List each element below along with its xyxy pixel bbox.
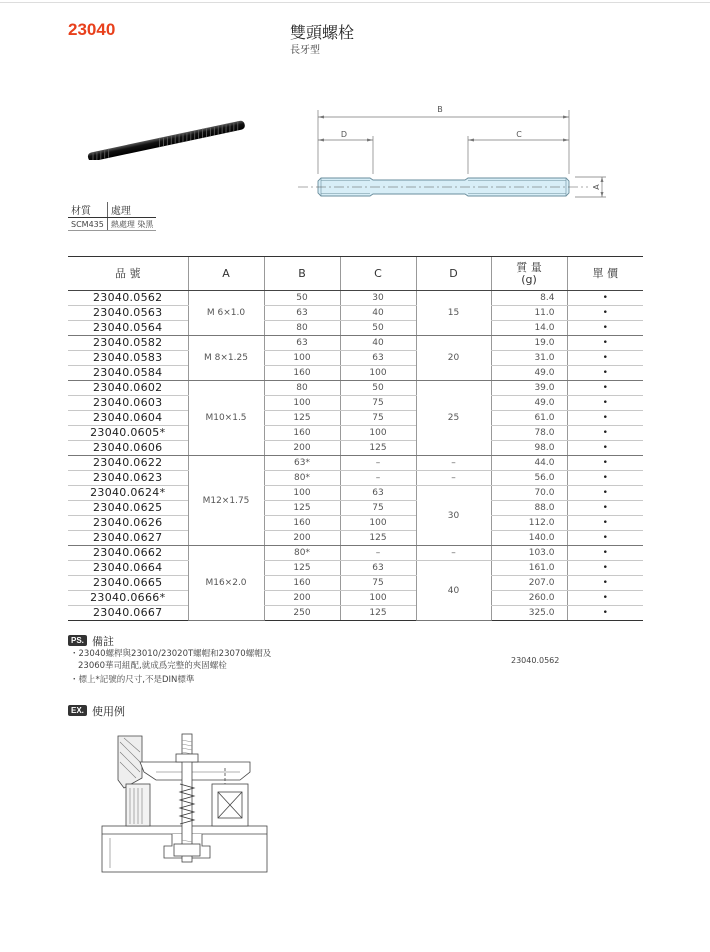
usage-example-drawing [100, 728, 270, 873]
price-value: • [567, 321, 643, 336]
dimension-drawing [290, 100, 620, 210]
table-row [68, 351, 643, 366]
b-value: 63 [264, 306, 340, 321]
mass-value: 207.0 [491, 576, 567, 591]
mass-value: 49.0 [491, 366, 567, 381]
note-line-2: 23060華司組配,就成爲完整的夾固螺栓 [78, 661, 227, 671]
price-value: • [567, 516, 643, 531]
mass-value: 8.4 [491, 291, 567, 306]
part-number: 23040.0626 [68, 516, 188, 531]
d-value: 40 [416, 561, 491, 621]
part-number: 23040.0627 [68, 531, 188, 546]
b-value: 200 [264, 441, 340, 456]
c-value: 100 [340, 591, 416, 606]
part-number: 23040.0606 [68, 441, 188, 456]
c-value: – [340, 456, 416, 471]
mass-value: 70.0 [491, 486, 567, 501]
part-number: 23040.0563 [68, 306, 188, 321]
table-row [68, 381, 643, 396]
table-row [68, 441, 643, 456]
ps-section-heading [68, 630, 114, 649]
table-row [68, 291, 643, 306]
c-value: 100 [340, 366, 416, 381]
c-value: 125 [340, 441, 416, 456]
b-value: 200 [264, 591, 340, 606]
dim-label-a: A [592, 184, 601, 190]
table-row [68, 561, 643, 576]
b-value: 160 [264, 576, 340, 591]
stud-bolt-photo [78, 100, 248, 160]
b-value: 160 [264, 366, 340, 381]
b-value: 160 [264, 516, 340, 531]
b-value: 100 [264, 486, 340, 501]
table-row [68, 576, 643, 591]
b-value: 100 [264, 351, 340, 366]
material-value: SCM435 [68, 218, 107, 231]
part-number: 23040.0602 [68, 381, 188, 396]
note-line-1: ・23040螺桿與23010/23020T螺帽和23070螺帽及 [70, 649, 272, 659]
d-value: 20 [416, 336, 491, 381]
b-value: 100 [264, 396, 340, 411]
d-value: – [416, 546, 491, 561]
col-a: A [188, 257, 264, 291]
table-row [68, 606, 643, 621]
col-mass [491, 257, 567, 291]
mass-value: 98.0 [491, 441, 567, 456]
price-value: • [567, 501, 643, 516]
price-value: • [567, 381, 643, 396]
d-value: 15 [416, 291, 491, 336]
b-value: 63 [264, 336, 340, 351]
d-value: 25 [416, 381, 491, 456]
c-value: 40 [340, 306, 416, 321]
b-value: 50 [264, 291, 340, 306]
b-value: 160 [264, 426, 340, 441]
part-number: 23040.0625 [68, 501, 188, 516]
mass-value: 88.0 [491, 501, 567, 516]
price-value: • [567, 591, 643, 606]
price-value: • [567, 411, 643, 426]
col-part: 品 號 [68, 257, 188, 291]
mass-value: 161.0 [491, 561, 567, 576]
part-number: 23040.0624* [68, 486, 188, 501]
b-value: 63* [264, 456, 340, 471]
c-value: 50 [340, 321, 416, 336]
spec-table [68, 256, 643, 621]
mass-value: 61.0 [491, 411, 567, 426]
part-number: 23040.0667 [68, 606, 188, 621]
ex-title: 使用例 [92, 705, 125, 718]
c-value: 75 [340, 576, 416, 591]
mass-value: 14.0 [491, 321, 567, 336]
b-value: 80 [264, 321, 340, 336]
dim-label-c: C [516, 130, 522, 139]
dim-label-b: B [437, 105, 443, 114]
mass-value: 260.0 [491, 591, 567, 606]
part-number: 23040.0622 [68, 456, 188, 471]
price-value: • [567, 486, 643, 501]
d-value: – [416, 456, 491, 471]
price-value: • [567, 351, 643, 366]
note-line-3: ・標上*記號的尺寸,不是DIN標準 [70, 675, 195, 685]
mass-value: 112.0 [491, 516, 567, 531]
col-b: B [264, 257, 340, 291]
price-value: • [567, 471, 643, 486]
price-value: • [567, 336, 643, 351]
c-value: 40 [340, 336, 416, 351]
b-value: 80* [264, 471, 340, 486]
part-number: 23040.0583 [68, 351, 188, 366]
mass-value: 325.0 [491, 606, 567, 621]
table-row [68, 456, 643, 471]
top-rule [0, 2, 710, 3]
material-header: 材質 [68, 202, 107, 218]
c-value: – [340, 546, 416, 561]
part-number: 23040.0603 [68, 396, 188, 411]
mass-value: 49.0 [491, 396, 567, 411]
table-row [68, 471, 643, 486]
thread-size: M16×2.0 [188, 546, 264, 621]
c-value: 63 [340, 486, 416, 501]
price-value: • [567, 576, 643, 591]
table-row [68, 306, 643, 321]
dim-label-d: D [340, 130, 348, 139]
part-number: 23040.0562 [68, 291, 188, 306]
b-value: 200 [264, 531, 340, 546]
mass-value: 56.0 [491, 471, 567, 486]
table-row [68, 501, 643, 516]
mass-value: 140.0 [491, 531, 567, 546]
part-number: 23040.0584 [68, 366, 188, 381]
mass-value: 11.0 [491, 306, 567, 321]
part-number: 23040.0666* [68, 591, 188, 606]
c-value: 100 [340, 426, 416, 441]
d-value: – [416, 471, 491, 486]
table-header-row [68, 257, 643, 291]
ps-title: 備註 [92, 635, 114, 648]
d-value: 30 [416, 486, 491, 546]
table-row [68, 486, 643, 501]
table-row [68, 546, 643, 561]
page-subtitle: 長牙型 [290, 45, 320, 56]
price-value: • [567, 606, 643, 621]
price-value: • [567, 531, 643, 546]
price-value: • [567, 306, 643, 321]
c-value: 63 [340, 351, 416, 366]
price-value: • [567, 441, 643, 456]
table-row [68, 336, 643, 351]
mass-value: 44.0 [491, 456, 567, 471]
table-row [68, 396, 643, 411]
part-number: 23040.0582 [68, 336, 188, 351]
price-value: • [567, 456, 643, 471]
ps-tag: PS. [68, 635, 87, 646]
b-value: 80 [264, 381, 340, 396]
b-value: 250 [264, 606, 340, 621]
table-row [68, 321, 643, 336]
treatment-header: 處理 [107, 202, 156, 218]
col-c: C [340, 257, 416, 291]
mass-value: 39.0 [491, 381, 567, 396]
part-number: 23040.0605* [68, 426, 188, 441]
col-price: 單 價 [567, 257, 643, 291]
c-value: 75 [340, 396, 416, 411]
col-d: D [416, 257, 491, 291]
c-value: 75 [340, 501, 416, 516]
part-number: 23040.0564 [68, 321, 188, 336]
c-value: 50 [340, 381, 416, 396]
material-table [68, 202, 156, 231]
price-value: • [567, 366, 643, 381]
table-row [68, 516, 643, 531]
col-mass-label: 質 量 [516, 260, 542, 274]
part-number: 23040.0665 [68, 576, 188, 591]
ex-section-heading [68, 700, 125, 719]
thread-size: M10×1.5 [188, 381, 264, 456]
price-value: • [567, 291, 643, 306]
c-value: 75 [340, 411, 416, 426]
table-row [68, 531, 643, 546]
c-value: – [340, 471, 416, 486]
b-value: 80* [264, 546, 340, 561]
thread-size: M 6×1.0 [188, 291, 264, 336]
table-row [68, 591, 643, 606]
b-value: 125 [264, 561, 340, 576]
mass-value: 78.0 [491, 426, 567, 441]
image-caption: 23040.0562 [511, 656, 560, 665]
table-row [68, 426, 643, 441]
treatment-value: 熱處理 染黑 [107, 218, 156, 231]
thread-size: M 8×1.25 [188, 336, 264, 381]
ex-tag: EX. [68, 705, 87, 716]
col-mass-unit: (g) [521, 272, 537, 286]
part-number: 23040.0662 [68, 546, 188, 561]
b-value: 125 [264, 411, 340, 426]
c-value: 125 [340, 531, 416, 546]
page-title: 雙頭螺栓 [290, 23, 355, 42]
part-number: 23040.0623 [68, 471, 188, 486]
part-number: 23040.0604 [68, 411, 188, 426]
c-value: 125 [340, 606, 416, 621]
thread-size: M12×1.75 [188, 456, 264, 546]
c-value: 100 [340, 516, 416, 531]
price-value: • [567, 561, 643, 576]
mass-value: 19.0 [491, 336, 567, 351]
table-row [68, 411, 643, 426]
b-value: 125 [264, 501, 340, 516]
price-value: • [567, 426, 643, 441]
c-value: 30 [340, 291, 416, 306]
price-value: • [567, 546, 643, 561]
c-value: 63 [340, 561, 416, 576]
mass-value: 103.0 [491, 546, 567, 561]
mass-value: 31.0 [491, 351, 567, 366]
price-value: • [567, 396, 643, 411]
product-code: 23040 [68, 20, 116, 39]
part-number: 23040.0664 [68, 561, 188, 576]
table-row [68, 366, 643, 381]
